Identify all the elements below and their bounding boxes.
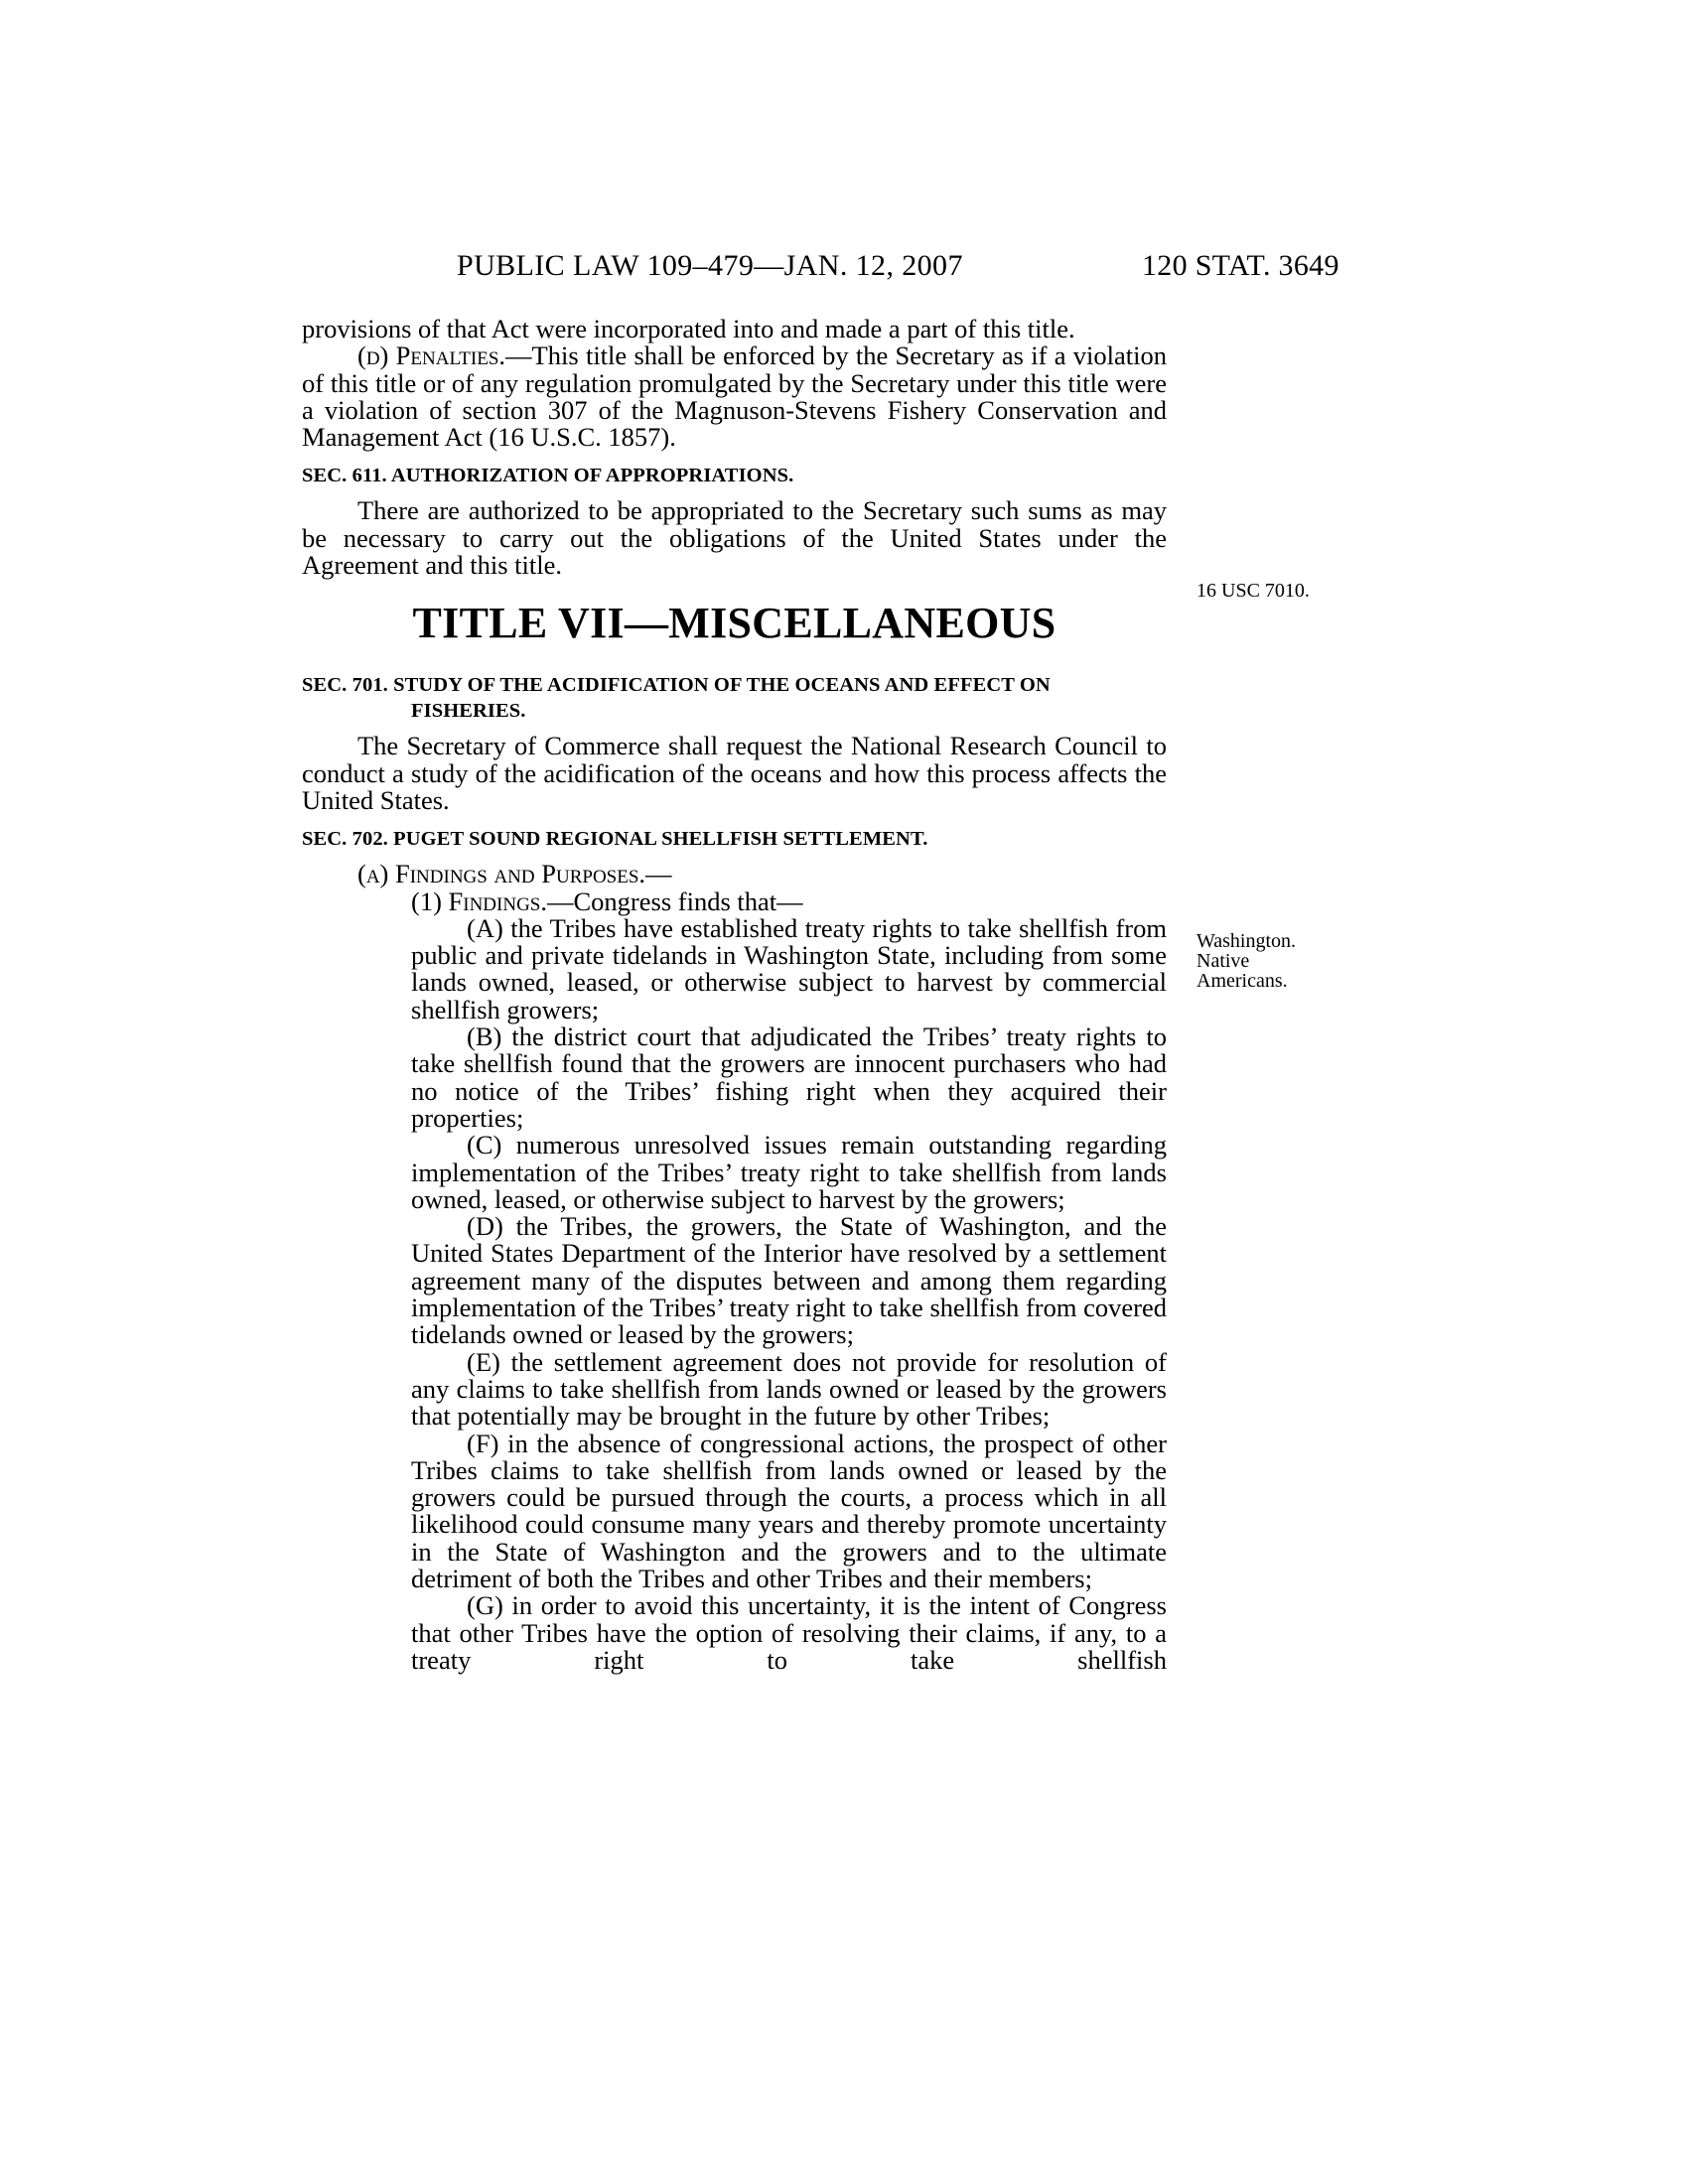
subsection-a-label: (a) Findings and Purposes.	[357, 859, 646, 889]
margin-note-washington: Washington.	[1196, 930, 1297, 952]
margin-note-americans: Americans.	[1196, 970, 1288, 992]
section-702-heading: SEC. 702. PUGET SOUND REGIONAL SHELLFISH SETTLEMENT.	[302, 828, 928, 851]
margin-note-native: Native	[1196, 950, 1250, 972]
section-611-text: There are authorized to be appropriated to the Secretary such sums as may be necessary to carry out the obligations of the United States under the Agreement and this title.	[302, 495, 1167, 581]
finding-a: (A) the Tribes have established treaty rights to take shellfish from public and private tidelands in Washington State, including from some lands owned, leased, or otherwise subject to harvest by commercial shellfish growers;	[411, 912, 1167, 1024]
finding-f: (F) in the absence of congressional actions, the prospect of other Tribes claims to take shellfish from lands owned or leased by the growers could be pursued through the courts, a process which in all likelihood could consume many years and thereby promote uncertainty in the State of Washington and the growers and to the ultimate detriment of both the Tribes and other Tribes and their members;	[411, 1428, 1167, 1593]
subsection-a	[302, 861, 1167, 887]
finding-b: (B) the district court that adjudicated the Tribes’ treaty rights to take shellfish found that the growers are innocent purchasers who had no notice of the Tribes’ fishing right when they acquired their properties;	[411, 1022, 1167, 1133]
section-701-heading: SEC. 701. STUDY OF THE ACIDIFICATION OF THE OCEANS AND EFFECT ON FISHERIES.	[302, 674, 1051, 723]
paragraph-continuation: provisions of that Act were incorporated into and made a part of this title.	[302, 314, 1075, 343]
paragraph-d	[302, 342, 1167, 451]
paragraph-1-text: —Congress finds that—	[547, 886, 803, 916]
finding-d: (D) the Tribes, the growers, the State of Washington, and the United States Department of the Interior have resolved by a settlement agreement many of the disputes between and among them regarding implementation of the Tribes’ treaty right to take shellfish from covered tidelands owned or leased by the growers;	[411, 1211, 1167, 1350]
paragraph-1	[302, 888, 1167, 915]
paragraph-1-label: (1) Findings.	[411, 886, 547, 916]
page-number: 120 STAT. 3649	[1142, 249, 1339, 282]
title-vii-heading: TITLE VII—MISCELLANEOUS	[412, 599, 1056, 648]
finding-c: (C) numerous unresolved issues remain outstanding regarding implementation of the Tribes’ treaty right to take shellfish from lands owned, leased, or otherwise subject to harvest by the growers;	[411, 1130, 1167, 1214]
section-701-text: The Secretary of Commerce shall request the National Research Council to conduct a study of the acidification of the oceans and how this process affects the United States.	[302, 731, 1167, 815]
paragraph-d-text: —This title shall be enforced by the Secretary as if a violation of this title or of any regulation promulgated by the Secretary under this title were a violation of section 307 of the Magnuson-Stevens Fishery Conservation and Management Act (16 U.S.C. 1857).	[302, 341, 1167, 453]
finding-g: (G) in order to avoid this uncertainty, it is the intent of Congress that other Tribes have the option of resolving their claims, if any, to a treaty right to take shellfish	[411, 1590, 1167, 1675]
margin-note-usc: 16 USC 7010.	[1196, 580, 1310, 602]
section-611-heading: SEC. 611. AUTHORIZATION OF APPROPRIATIONS.	[302, 465, 794, 487]
running-header: PUBLIC LAW 109–479—JAN. 12, 2007	[457, 249, 963, 282]
paragraph-d-label: (d) Penalties.	[357, 341, 506, 371]
body-text	[302, 316, 1167, 1674]
subsection-a-dash: —	[645, 859, 672, 889]
finding-e: (E) the settlement agreement does not provide for resolution of any claims to take shellfish from lands owned or leased by the growers that potentially may be brought in the future by other Tribes;	[411, 1346, 1167, 1432]
